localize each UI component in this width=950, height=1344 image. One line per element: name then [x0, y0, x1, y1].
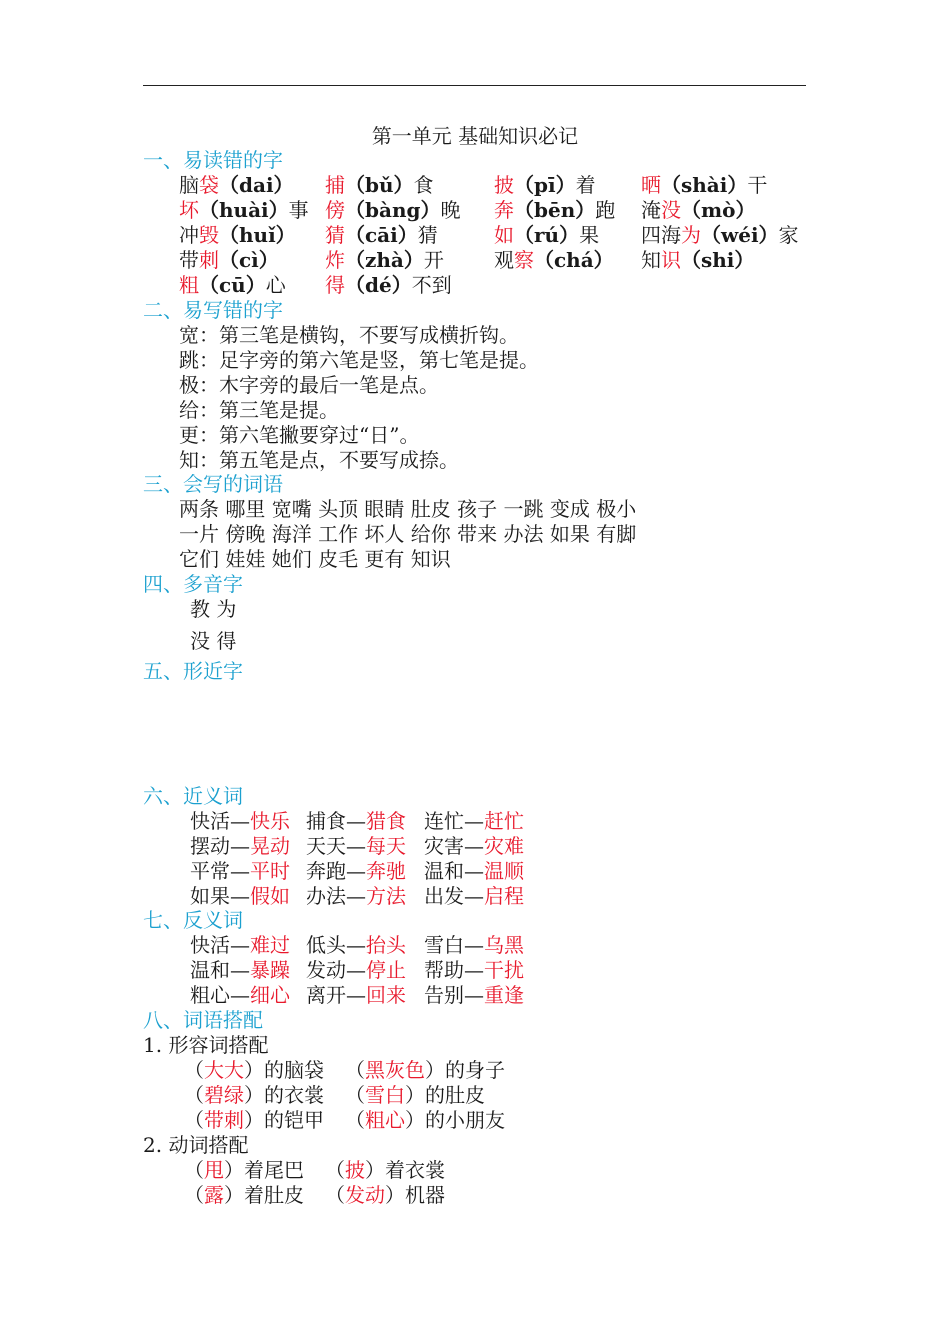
pinyin-entry: [641, 248, 754, 273]
word-pair-dash: —: [464, 933, 484, 957]
entry-pinyin: （huǐ）: [219, 223, 296, 247]
pinyin-entry: [641, 223, 799, 248]
entry-prefix: 冲: [179, 223, 199, 247]
pinyin-entry: [641, 198, 756, 223]
word-pair-dash: —: [464, 834, 484, 858]
entry-highlight-char: 为: [681, 223, 701, 247]
word-pair: [306, 884, 406, 909]
collocation-word: 甩: [204, 1158, 224, 1182]
word-pair-target: 每天: [366, 834, 406, 858]
entry-prefix: 四海: [641, 223, 681, 247]
word-pair-dash: —: [464, 884, 484, 908]
word-pair-source: 快活: [190, 933, 230, 957]
entry-highlight-char: 猜: [325, 223, 345, 247]
word-pair-target: 温顺: [484, 859, 524, 883]
word-pair: [306, 834, 406, 859]
entry-pinyin: （rú）: [514, 223, 580, 247]
word-pair-dash: —: [346, 859, 366, 883]
pinyin-entry: [179, 248, 279, 273]
paren-close: ）: [244, 1058, 264, 1082]
entry-pinyin: （cì）: [219, 248, 279, 272]
word-pair-dash: —: [464, 859, 484, 883]
collocation-target: 的铠甲: [264, 1108, 324, 1132]
collocation: [325, 1183, 445, 1208]
collocation-target: 着肚皮: [244, 1183, 304, 1207]
writing-note: 更：第六笔撇要穿过“日”。: [179, 423, 420, 447]
section-heading: 三、会写的词语: [143, 472, 283, 496]
word-pair-dash: —: [346, 834, 366, 858]
word-pair-source: 出发: [424, 884, 464, 908]
word-pair-target: 晃动: [250, 834, 290, 858]
word-pair-target: 启程: [484, 884, 524, 908]
entry-pinyin: （cāi）: [345, 223, 418, 247]
entry-suffix: 家: [778, 223, 799, 247]
word-pair-dash: —: [346, 933, 366, 957]
writing-note: 极：木字旁的最后一笔是点。: [179, 373, 439, 397]
page-title: 第一单元 基础知识必记: [371, 124, 579, 148]
entry-suffix: 干: [747, 173, 768, 197]
pinyin-entry: [325, 248, 444, 273]
writing-note: 跳：足字旁的第六笔是竖，第七笔是提。: [179, 348, 539, 372]
paren-close: ）: [405, 1083, 425, 1107]
word-pair: [190, 859, 290, 884]
collocation-word: 黑灰色: [365, 1058, 425, 1082]
entry-prefix: 带: [179, 248, 199, 272]
word-pair: [424, 983, 524, 1008]
word-pair: [424, 958, 524, 983]
collocation: [345, 1058, 505, 1083]
word-pair-target: 乌黑: [484, 933, 524, 957]
entry-suffix: 跑: [595, 198, 616, 222]
entry-highlight-char: 坏: [179, 198, 199, 222]
word-pair-target: 方法: [366, 884, 406, 908]
pinyin-entry: [494, 198, 615, 223]
paren-open: （: [184, 1158, 204, 1182]
word-pair-dash: —: [230, 859, 250, 883]
word-pair-source: 摆动: [190, 834, 230, 858]
entry-pinyin: （pī）: [514, 173, 576, 197]
collocation: [345, 1083, 485, 1108]
entry-pinyin: （wéi）: [701, 223, 779, 247]
word-pair-source: 发动: [306, 958, 346, 982]
paren-open: （: [184, 1183, 204, 1207]
pinyin-entry: [179, 198, 309, 223]
word-pair-target: 灾难: [484, 834, 524, 858]
word-pair: [424, 884, 524, 909]
paren-open: （: [325, 1158, 345, 1182]
section-heading: 四、多音字: [143, 572, 243, 596]
paren-close: ）: [385, 1183, 405, 1207]
collocation-target: 着尾巴: [244, 1158, 304, 1182]
collocation: [184, 1058, 324, 1083]
word-pair-source: 快活: [190, 809, 230, 833]
collocation-target: 的脑袋: [264, 1058, 324, 1082]
subheading: 2. 动词搭配: [143, 1133, 249, 1157]
entry-highlight-char: 刺: [199, 248, 219, 272]
paren-close: ）: [224, 1158, 244, 1182]
entry-suffix: 事: [288, 198, 309, 222]
paren-open: （: [325, 1183, 345, 1207]
section-heading: 七、反义词: [143, 908, 243, 932]
word-list-line: 两条 哪里 宽嘴 头顶 眼睛 肚皮 孩子 一跳 变成 极小: [179, 497, 637, 521]
top-rule: [143, 85, 806, 86]
word-pair-source: 雪白: [424, 933, 464, 957]
word-pair-target: 暴躁: [250, 958, 290, 982]
word-pair-source: 灾害: [424, 834, 464, 858]
word-pair-source: 捕食: [306, 809, 346, 833]
collocation-word: 露: [204, 1183, 224, 1207]
entry-pinyin: （cū）: [199, 273, 266, 297]
collocation: [184, 1158, 304, 1183]
collocation-target: 着衣裳: [385, 1158, 445, 1182]
word-pair-target: 干扰: [484, 958, 524, 982]
word-pair-target: 回来: [366, 983, 406, 1007]
subheading: 1. 形容词搭配: [143, 1033, 269, 1057]
entry-highlight-char: 察: [514, 248, 534, 272]
word-pair: [190, 933, 290, 958]
entry-highlight-char: 晒: [641, 173, 661, 197]
entry-suffix: 心: [265, 273, 286, 297]
word-pair: [424, 834, 524, 859]
word-pair-dash: —: [346, 958, 366, 982]
pinyin-entry: [641, 173, 767, 198]
word-pair-source: 告别: [424, 983, 464, 1007]
word-pair-target: 假如: [250, 884, 290, 908]
collocation-word: 披: [345, 1158, 365, 1182]
pinyin-entry: [325, 273, 452, 298]
paren-close: ）: [244, 1108, 264, 1132]
entry-pinyin: （bǔ）: [345, 173, 414, 197]
pinyin-entry: [325, 223, 438, 248]
entry-highlight-char: 得: [325, 273, 345, 297]
entry-pinyin: （zhà）: [345, 248, 424, 272]
collocation-word: 雪白: [365, 1083, 405, 1107]
pinyin-entry: [494, 223, 599, 248]
word-pair-dash: —: [346, 809, 366, 833]
collocation: [184, 1183, 304, 1208]
pinyin-entry: [179, 173, 294, 198]
entry-pinyin: （bēn）: [514, 198, 596, 222]
entry-pinyin: （shi）: [681, 248, 755, 272]
entry-highlight-char: 识: [661, 248, 681, 272]
word-pair-source: 温和: [424, 859, 464, 883]
word-pair-source: 连忙: [424, 809, 464, 833]
entry-highlight-char: 如: [494, 223, 514, 247]
word-pair-dash: —: [464, 983, 484, 1007]
word-list-line: 它们 娃娃 她们 皮毛 更有 知识: [179, 547, 451, 571]
entry-highlight-char: 袋: [199, 173, 219, 197]
paren-open: （: [345, 1083, 365, 1107]
entry-prefix: 淹: [641, 198, 661, 222]
word-pair-source: 平常: [190, 859, 230, 883]
word-pair: [190, 983, 290, 1008]
section-heading: 二、易写错的字: [143, 298, 283, 322]
entry-suffix: 食: [413, 173, 434, 197]
collocation-word: 发动: [345, 1183, 385, 1207]
entry-suffix: 猜: [417, 223, 438, 247]
collocation-target: 的肚皮: [425, 1083, 485, 1107]
word-pair: [306, 958, 406, 983]
entry-pinyin: （dai）: [219, 173, 294, 197]
word-pair-target: 重逢: [484, 983, 524, 1007]
word-pair-target: 停止: [366, 958, 406, 982]
entry-suffix: 晚: [440, 198, 461, 222]
paren-close: ）: [405, 1108, 425, 1132]
collocation-word: 粗心: [365, 1108, 405, 1132]
collocation-target: 的衣裳: [264, 1083, 324, 1107]
entry-highlight-char: 炸: [325, 248, 345, 272]
pinyin-entry: [494, 173, 596, 198]
pinyin-entry: [325, 173, 434, 198]
word-pair-target: 猎食: [366, 809, 406, 833]
writing-note: 宽：第三笔是横钩，不要写成横折钩。: [179, 323, 519, 347]
word-pair: [190, 834, 290, 859]
word-pair: [424, 859, 524, 884]
word-pair-target: 平时: [250, 859, 290, 883]
entry-pinyin: （shài）: [661, 173, 748, 197]
entry-pinyin: （chá）: [534, 248, 614, 272]
section-heading: 八、词语搭配: [143, 1008, 263, 1032]
word-pair-target: 奔驰: [366, 859, 406, 883]
word-pair-source: 天天: [306, 834, 346, 858]
paren-close: ）: [365, 1158, 385, 1182]
entry-suffix: 开: [423, 248, 444, 272]
writing-note: 知：第五笔是点，不要写成捺。: [179, 448, 459, 472]
word-pair-dash: —: [230, 834, 250, 858]
entry-suffix: 着: [575, 173, 596, 197]
paren-open: （: [345, 1058, 365, 1082]
entry-pinyin: （bàng）: [345, 198, 441, 222]
word-pair-dash: —: [464, 809, 484, 833]
word-pair: [306, 983, 406, 1008]
word-pair-dash: —: [230, 809, 250, 833]
word-pair-source: 如果: [190, 884, 230, 908]
section-heading: 六、近义词: [143, 784, 243, 808]
entry-suffix: 不到: [411, 273, 452, 297]
word-pair-source: 粗心: [190, 983, 230, 1007]
word-pair-source: 帮助: [424, 958, 464, 982]
word-pair-dash: —: [230, 884, 250, 908]
word-pair-target: 快乐: [250, 809, 290, 833]
word-pair: [306, 809, 406, 834]
collocation: [345, 1108, 505, 1133]
word-pair: [190, 809, 290, 834]
paren-open: （: [345, 1108, 365, 1132]
collocation: [325, 1158, 445, 1183]
section-heading: 一、易读错的字: [143, 148, 283, 172]
entry-prefix: 观: [494, 248, 514, 272]
word-pair-dash: —: [230, 983, 250, 1007]
entry-highlight-char: 捕: [325, 173, 345, 197]
word-pair-target: 赶忙: [484, 809, 524, 833]
word-pair-source: 低头: [306, 933, 346, 957]
word-pair: [424, 809, 524, 834]
word-pair-source: 奔跑: [306, 859, 346, 883]
word-pair-dash: —: [346, 983, 366, 1007]
collocation-word: 碧绿: [204, 1083, 244, 1107]
pinyin-entry: [325, 198, 460, 223]
word-pair: [306, 859, 406, 884]
entry-highlight-char: 粗: [179, 273, 199, 297]
word-pair: [190, 958, 290, 983]
word-pair-dash: —: [230, 933, 250, 957]
entry-suffix: 果: [579, 223, 600, 247]
word-pair: [190, 884, 290, 909]
word-pair-target: 细心: [250, 983, 290, 1007]
entry-highlight-char: 没: [661, 198, 681, 222]
entry-highlight-char: 披: [494, 173, 514, 197]
entry-pinyin: （huài）: [199, 198, 289, 222]
section-heading: 五、形近字: [143, 659, 243, 683]
collocation-word: 带刺: [204, 1108, 244, 1132]
word-pair-source: 办法: [306, 884, 346, 908]
word-pair-source: 离开: [306, 983, 346, 1007]
entry-highlight-char: 奔: [494, 198, 514, 222]
polyphone-line: 没 得: [190, 629, 237, 653]
word-pair-dash: —: [464, 958, 484, 982]
word-pair-source: 温和: [190, 958, 230, 982]
collocation: [184, 1108, 324, 1133]
collocation-target: 的小朋友: [425, 1108, 505, 1132]
entry-highlight-char: 毁: [199, 223, 219, 247]
writing-note: 给：第三笔是提。: [179, 398, 339, 422]
paren-open: （: [184, 1058, 204, 1082]
word-pair-target: 难过: [250, 933, 290, 957]
paren-open: （: [184, 1108, 204, 1132]
entry-highlight-char: 傍: [325, 198, 345, 222]
collocation-target: 机器: [405, 1183, 445, 1207]
word-list-line: 一片 傍晚 海洋 工作 坏人 给你 带来 办法 如果 有脚: [179, 522, 637, 546]
pinyin-entry: [179, 273, 286, 298]
collocation-target: 的身子: [445, 1058, 505, 1082]
paren-open: （: [184, 1083, 204, 1107]
entry-pinyin: （mò）: [681, 198, 756, 222]
word-pair-dash: —: [230, 958, 250, 982]
paren-close: ）: [425, 1058, 445, 1082]
word-pair-target: 抬头: [366, 933, 406, 957]
paren-close: ）: [244, 1083, 264, 1107]
polyphone-line: 教 为: [190, 597, 237, 621]
entry-pinyin: （dé）: [345, 273, 412, 297]
word-pair-dash: —: [346, 884, 366, 908]
collocation: [184, 1083, 324, 1108]
entry-prefix: 知: [641, 248, 661, 272]
pinyin-entry: [494, 248, 614, 273]
word-pair: [424, 933, 524, 958]
pinyin-entry: [179, 223, 296, 248]
collocation-word: 大大: [204, 1058, 244, 1082]
paren-close: ）: [224, 1183, 244, 1207]
word-pair: [306, 933, 406, 958]
entry-prefix: 脑: [179, 173, 199, 197]
